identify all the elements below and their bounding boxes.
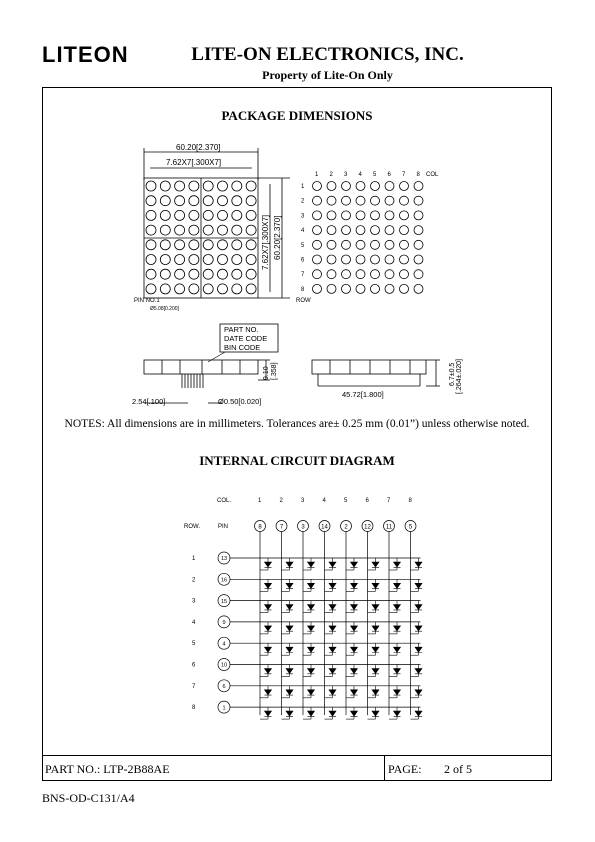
led-diode xyxy=(394,562,401,567)
led-diode xyxy=(329,626,336,631)
col-pin-number: 11 xyxy=(385,524,393,531)
led-diode xyxy=(286,562,293,567)
led-dot xyxy=(371,226,380,235)
row-label: ROW xyxy=(296,298,311,304)
led-diode xyxy=(286,669,293,674)
led-diode xyxy=(394,647,401,652)
col-number: 4 xyxy=(358,172,362,178)
led-dot xyxy=(175,269,185,279)
col-number: 3 xyxy=(344,172,348,178)
circuit-col-number: 3 xyxy=(301,498,305,504)
led-dot xyxy=(400,284,409,293)
led-diode xyxy=(394,605,401,610)
led-dot xyxy=(327,182,336,191)
pin-pitch-label: 2.54[.100] xyxy=(132,397,166,406)
led-dot xyxy=(146,284,156,294)
col-pin-number: 2 xyxy=(344,524,348,531)
led-diode xyxy=(415,626,422,631)
led-dot xyxy=(313,240,322,249)
led-dot xyxy=(342,182,351,191)
led-dot xyxy=(189,181,199,191)
led-diode xyxy=(351,647,358,652)
circuit-row-number: 8 xyxy=(192,705,196,712)
led-diode xyxy=(394,669,401,674)
led-diode xyxy=(265,647,272,652)
led-diode xyxy=(394,711,401,716)
led-diode xyxy=(265,605,272,610)
led-dot xyxy=(371,255,380,264)
package-drawing xyxy=(130,140,470,410)
col-pin-number: 8 xyxy=(258,524,262,531)
led-dot xyxy=(189,196,199,206)
led-dot xyxy=(146,255,156,265)
led-dot xyxy=(385,211,394,220)
led-diode xyxy=(308,583,315,588)
dot-diameter-label: Ø5.08[0.200] xyxy=(150,306,179,312)
led-dot xyxy=(356,255,365,264)
led-dot xyxy=(414,211,423,220)
led-dot xyxy=(400,255,409,264)
circuit-row-number: 2 xyxy=(192,577,196,584)
led-diode xyxy=(308,562,315,567)
row-number: 8 xyxy=(301,286,305,293)
led-dot xyxy=(203,284,213,294)
led-diode xyxy=(286,626,293,631)
led-dot xyxy=(189,269,199,279)
led-diode xyxy=(265,690,272,695)
led-diode xyxy=(308,669,315,674)
led-dot xyxy=(342,196,351,205)
led-dot xyxy=(327,196,336,205)
col-number: 8 xyxy=(416,172,420,178)
led-diode xyxy=(415,605,422,610)
led-diode xyxy=(286,647,293,652)
row-pin-number: 4 xyxy=(222,641,226,648)
led-dot xyxy=(203,255,213,265)
led-dot xyxy=(385,255,394,264)
led-dot xyxy=(371,182,380,191)
row-pin-number: 9 xyxy=(222,620,226,627)
led-diode xyxy=(308,711,315,716)
led-dot xyxy=(232,269,242,279)
led-dot xyxy=(371,240,380,249)
circuit-title: INTERNAL CIRCUIT DIAGRAM xyxy=(199,453,395,468)
col-pin-number: 7 xyxy=(279,524,284,531)
led-dot xyxy=(175,196,185,206)
led-diode xyxy=(351,562,358,567)
led-dot xyxy=(203,210,213,220)
package-dimensions-title: PACKAGE DIMENSIONS xyxy=(221,108,373,123)
col-number: 5 xyxy=(373,172,377,178)
led-dot xyxy=(356,196,365,205)
led-diode xyxy=(265,583,272,588)
led-diode xyxy=(372,605,379,610)
led-dot xyxy=(189,255,199,265)
side-dim-label: 6.7±0.5 xyxy=(449,362,456,386)
led-dot xyxy=(400,226,409,235)
footer-line xyxy=(42,755,552,756)
led-dot xyxy=(232,240,242,250)
led-dot xyxy=(218,210,228,220)
led-diode xyxy=(329,605,336,610)
circuit-row-number: 3 xyxy=(192,598,196,605)
col-number: 2 xyxy=(329,172,333,178)
led-dot xyxy=(146,181,156,191)
led-dot xyxy=(313,196,322,205)
led-diode xyxy=(415,669,422,674)
led-dot xyxy=(327,284,336,293)
led-dot xyxy=(232,210,242,220)
led-diode xyxy=(372,562,379,567)
led-dot xyxy=(327,270,336,279)
led-dot xyxy=(203,225,213,235)
led-diode xyxy=(351,605,358,610)
led-dot xyxy=(385,196,394,205)
led-diode xyxy=(329,562,336,567)
circuit-row-number: 1 xyxy=(192,556,196,562)
led-dot xyxy=(356,211,365,220)
page-value: 2 of 5 xyxy=(444,762,472,776)
led-dot xyxy=(175,210,185,220)
led-dot xyxy=(342,284,351,293)
pin1-label: PIN NO.1 xyxy=(134,298,160,304)
led-dot xyxy=(313,255,322,264)
col-pin-number: 14 xyxy=(321,524,328,531)
led-dot xyxy=(356,284,365,293)
led-diode xyxy=(415,647,422,652)
pin-diameter-label: Ø0.50[0.020] xyxy=(218,397,262,406)
company-name: LITE-ON ELECTRONICS, INC. xyxy=(191,44,464,65)
led-diode xyxy=(415,690,422,695)
led-dot xyxy=(400,182,409,191)
led-dot xyxy=(385,182,394,191)
led-diode xyxy=(329,583,336,588)
led-diode xyxy=(415,583,422,588)
led-diode xyxy=(415,562,422,567)
led-dot xyxy=(342,270,351,279)
row-number: 2 xyxy=(301,198,305,205)
led-dot xyxy=(371,284,380,293)
row-pin-number: 16 xyxy=(220,577,228,584)
led-diode xyxy=(329,647,336,652)
led-diode xyxy=(351,669,358,674)
col-number: 6 xyxy=(387,172,391,178)
col-pin-number: 12 xyxy=(364,524,371,531)
led-diode xyxy=(329,711,336,716)
led-dot xyxy=(246,240,256,250)
led-diode xyxy=(265,562,272,567)
led-dot xyxy=(218,196,228,206)
led-diode xyxy=(308,605,315,610)
led-diode xyxy=(372,669,379,674)
notes-text: NOTES: All dimensions are in millimeters. Tolerances are± 0.25 mm (0.01”) unless otherwise noted. xyxy=(64,418,530,430)
col-pin-number: 5 xyxy=(408,524,413,531)
led-dot xyxy=(160,181,170,191)
led-dot xyxy=(400,240,409,249)
led-dot xyxy=(342,226,351,235)
circuit-row-label: ROW. xyxy=(184,524,200,530)
led-dot xyxy=(246,284,256,294)
row-span-label: 45.72[1.800] xyxy=(342,390,384,399)
led-dot xyxy=(385,240,394,249)
led-diode xyxy=(394,626,401,631)
led-dot xyxy=(327,255,336,264)
led-dot xyxy=(414,270,423,279)
led-dot xyxy=(160,196,170,206)
part-number: PART NO.: LTP-2B88AE xyxy=(45,762,170,776)
led-diode xyxy=(308,647,315,652)
property-notice: Property of Lite-On Only xyxy=(262,68,393,82)
led-dot xyxy=(400,270,409,279)
led-dot xyxy=(203,269,213,279)
led-dot xyxy=(327,226,336,235)
circuit-col-number: 1 xyxy=(258,498,262,504)
col-number: 7 xyxy=(402,172,406,178)
led-dot xyxy=(160,240,170,250)
dim-v-pitch-label: 7.62X7[.300X7] xyxy=(261,214,270,270)
led-dot xyxy=(246,181,256,191)
led-diode xyxy=(415,711,422,716)
led-dot xyxy=(232,181,242,191)
led-dot xyxy=(218,225,228,235)
led-diode xyxy=(372,583,379,588)
led-dot xyxy=(146,240,156,250)
led-diode xyxy=(351,690,358,695)
led-dot xyxy=(175,255,185,265)
led-dot xyxy=(356,270,365,279)
row-pin-number: 1 xyxy=(222,705,226,712)
circuit-col-number: 7 xyxy=(387,498,391,504)
document-code: BNS-OD-C131/A4 xyxy=(42,791,135,805)
led-dot xyxy=(414,182,423,191)
row-number: 7 xyxy=(301,272,305,279)
col-label: COL xyxy=(426,172,439,178)
row-number: 6 xyxy=(301,257,305,264)
col-pin-number: 3 xyxy=(301,524,305,531)
circuit-col-number: 4 xyxy=(322,498,326,504)
led-dot xyxy=(327,240,336,249)
led-dot xyxy=(342,255,351,264)
led-diode xyxy=(286,583,293,588)
led-dot xyxy=(218,181,228,191)
led-dot xyxy=(189,210,199,220)
led-dot xyxy=(313,182,322,191)
led-dot xyxy=(371,196,380,205)
led-dot xyxy=(189,225,199,235)
circuit-row-number: 6 xyxy=(192,662,196,669)
led-dot xyxy=(414,196,423,205)
led-dot xyxy=(414,284,423,293)
led-diode xyxy=(329,669,336,674)
led-diode xyxy=(286,711,293,716)
led-dot xyxy=(146,210,156,220)
led-diode xyxy=(372,647,379,652)
led-dot xyxy=(385,226,394,235)
led-dot xyxy=(160,255,170,265)
led-diode xyxy=(351,583,358,588)
led-dot xyxy=(218,240,228,250)
led-dot xyxy=(160,284,170,294)
row-pin-number: 15 xyxy=(220,598,228,605)
page-label: PAGE: xyxy=(388,762,422,776)
led-diode xyxy=(265,626,272,631)
led-dot xyxy=(232,255,242,265)
led-dot xyxy=(246,210,256,220)
led-dot xyxy=(327,211,336,220)
led-dot xyxy=(414,240,423,249)
led-diode xyxy=(394,583,401,588)
row-number: 5 xyxy=(301,242,305,249)
circuit-col-number: 5 xyxy=(344,498,348,504)
led-dot xyxy=(232,284,242,294)
led-dot xyxy=(356,182,365,191)
led-diode xyxy=(265,669,272,674)
height-in-label: [.358] xyxy=(271,362,278,380)
led-dot xyxy=(232,196,242,206)
circuit-col-number: 8 xyxy=(408,498,412,504)
led-dot xyxy=(175,284,185,294)
led-dot xyxy=(385,284,394,293)
led-dot xyxy=(218,269,228,279)
led-dot xyxy=(400,196,409,205)
led-dot xyxy=(414,226,423,235)
row-number: 1 xyxy=(301,184,305,190)
led-diode xyxy=(372,626,379,631)
led-dot xyxy=(146,196,156,206)
row-number: 3 xyxy=(301,213,305,220)
led-dot xyxy=(371,211,380,220)
circuit-row-number: 5 xyxy=(192,641,196,648)
led-dot xyxy=(175,181,185,191)
led-dot xyxy=(232,225,242,235)
led-dot xyxy=(246,269,256,279)
col-number: 1 xyxy=(315,172,319,178)
led-dot xyxy=(313,270,322,279)
led-dot xyxy=(175,240,185,250)
row-number: 4 xyxy=(301,228,305,235)
circuit-diagram xyxy=(180,490,430,720)
led-dot xyxy=(203,181,213,191)
led-dot xyxy=(400,211,409,220)
led-dot xyxy=(356,240,365,249)
circuit-col-number: 6 xyxy=(365,498,369,504)
led-dot xyxy=(203,240,213,250)
dim-v-height-label: 60.20[2.370] xyxy=(273,215,282,260)
side-dim-in-label: [.264±.020] xyxy=(456,359,463,394)
led-dot xyxy=(342,240,351,249)
led-diode xyxy=(329,690,336,695)
led-dot xyxy=(356,226,365,235)
liteon-logo: LITEON xyxy=(42,42,129,67)
circuit-col-label: COL. xyxy=(217,498,232,504)
led-dot xyxy=(313,284,322,293)
led-dot xyxy=(189,240,199,250)
led-dot xyxy=(313,211,322,220)
marking-line-2: DATE CODE xyxy=(224,334,268,343)
dim-pitch-label: 7.62X7[.300X7] xyxy=(166,158,222,167)
led-diode xyxy=(265,711,272,716)
dim-width-label: 60.20[2.370] xyxy=(176,143,221,152)
led-dot xyxy=(385,270,394,279)
led-dot xyxy=(342,211,351,220)
led-diode xyxy=(308,690,315,695)
circuit-row-number: 4 xyxy=(192,619,196,626)
height-label: 9.10 xyxy=(263,366,270,380)
led-dot xyxy=(414,255,423,264)
marking-line-1: PART NO. xyxy=(224,325,259,334)
marking-line-3: BIN CODE xyxy=(224,343,261,352)
led-dot xyxy=(203,196,213,206)
led-dot xyxy=(146,269,156,279)
led-diode xyxy=(286,605,293,610)
led-dot xyxy=(218,255,228,265)
row-pin-number: 10 xyxy=(220,662,228,669)
led-dot xyxy=(246,225,256,235)
led-dot xyxy=(160,269,170,279)
led-diode xyxy=(372,711,379,716)
row-pin-number: 13 xyxy=(220,556,228,563)
led-diode xyxy=(372,690,379,695)
led-dot xyxy=(246,196,256,206)
led-dot xyxy=(246,255,256,265)
led-dot xyxy=(146,225,156,235)
row-pin-number: 6 xyxy=(222,684,226,690)
circuit-col-number: 2 xyxy=(279,498,283,504)
led-dot xyxy=(160,225,170,235)
led-dot xyxy=(371,270,380,279)
led-dot xyxy=(313,226,322,235)
led-diode xyxy=(351,711,358,716)
circuit-pin-label: PIN xyxy=(218,524,229,530)
footer-divider xyxy=(384,755,385,781)
circuit-row-number: 7 xyxy=(192,683,196,690)
led-dot xyxy=(189,284,199,294)
led-dot xyxy=(160,210,170,220)
led-diode xyxy=(394,690,401,695)
led-diode xyxy=(308,626,315,631)
led-diode xyxy=(351,626,358,631)
led-diode xyxy=(286,690,293,695)
led-dot xyxy=(218,284,228,294)
led-dot xyxy=(175,225,185,235)
